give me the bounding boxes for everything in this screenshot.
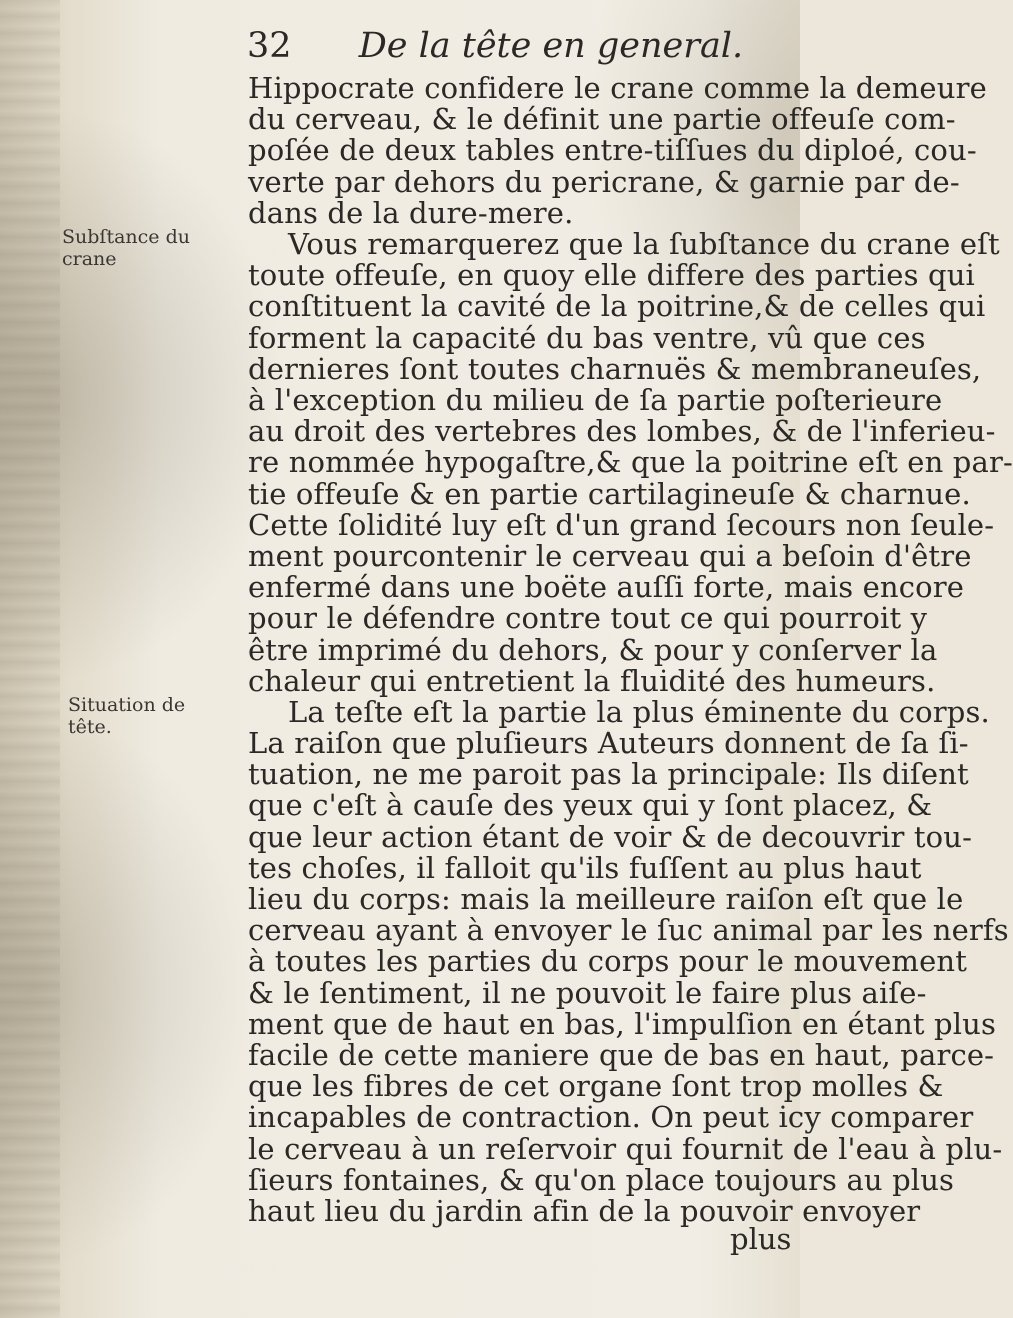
text-line: le cerveau à un reſervoir qui fournit de l'eau à plu- (248, 1132, 1003, 1166)
text-line: pour le défendre contre tout ce qui pourroit y (248, 601, 928, 635)
text-line: tuation, ne me paroit pas la principale: Ils diſent (248, 757, 969, 791)
running-header (247, 26, 743, 66)
text-line: toute offeuſe, en quoy elle differe des parties qui (248, 258, 975, 292)
text-line: ment que de haut en bas, l'impulſion en étant plus (248, 1007, 997, 1041)
page-number: 32 (247, 26, 292, 66)
text-line: forment la capacité du bas ventre, vû que ces (248, 321, 926, 355)
text-line: facile de cette maniere que de bas en haut, parce- (248, 1038, 995, 1072)
text-line: incapables de contraction. On peut icy comparer (248, 1100, 974, 1134)
margin-note-line: crane (62, 248, 117, 270)
margin-note-line: tête. (68, 716, 112, 738)
text-line: que c'eſt à cauſe des yeux qui y ſont placez, & (248, 788, 933, 822)
text-line: poſée de deux tables entre-tiſſues du diploé, cou- (248, 133, 977, 167)
margin-note-line: Situation de (68, 694, 186, 716)
text-line: cerveau ayant à envoyer le ſuc animal par les nerfs (248, 913, 1009, 947)
text-line: que leur action étant de voir & de decouvrir tou- (248, 820, 973, 854)
text-line: La teſte eſt la partie la plus éminente du corps. (288, 695, 990, 729)
margin-note-substance (62, 226, 190, 270)
text-line: chaleur qui entretient la fluidité des humeurs. (248, 664, 936, 698)
text-line: du cerveau, & le définit une partie offeuſe com- (248, 102, 956, 136)
text-line: tes choſes, il falloit qu'ils fuſſent au plus haut (248, 851, 922, 885)
text-line: La raiſon que pluſieurs Auteurs donnent de ſa ſi- (248, 726, 969, 760)
text-line: enfermé dans une boëte auſſi forte, mais encore (248, 570, 965, 604)
margin-note-line: Subſtance du (62, 226, 190, 248)
text-line: que les fibres de cet organe ſont trop molles & (248, 1069, 944, 1103)
running-title: De la tête en general. (358, 26, 744, 66)
text-line: tie offeuſe & en partie cartilagineuſe & charnue. (248, 477, 971, 511)
text-line: dans de la dure-mere. (248, 196, 574, 230)
text-line: à l'exception du milieu de ſa partie poſterieure (248, 383, 943, 417)
text-line: verte par dehors du pericrane, & garnie par de- (248, 165, 960, 199)
text-line: être imprimé du dehors, & pour y conſerver la (248, 633, 938, 667)
margin-note-situation (68, 694, 185, 738)
text-line: Hippocrate confidere le crane comme la demeure (248, 71, 987, 105)
text-line: Cette ſolidité luy eſt d'un grand ſecours non ſeule- (248, 508, 995, 542)
text-line: Vous remarquerez que la ſubſtance du crane eſt (288, 227, 1000, 261)
text-line: re nommée hypogaſtre,& que la poitrine eſt en par- (248, 445, 1013, 479)
text-line: conſtituent la cavité de la poitrine,& de celles qui (248, 289, 986, 323)
catchword: plus (730, 1222, 792, 1256)
text-line: ment pourcontenir le cerveau qui a beſoin d'être (248, 539, 972, 573)
text-line: dernieres ſont toutes charnuës & membraneuſes, (248, 352, 982, 386)
page-edge-shadow (0, 0, 60, 1318)
text-line: haut lieu du jardin afin de la pouvoir envoyer (248, 1194, 921, 1228)
text-line: lieu du corps: mais la meilleure raiſon eſt que le (248, 882, 964, 916)
text-line: & le ſentiment, il ne pouvoit le faire plus aiſe- (248, 976, 927, 1010)
text-line: au droit des vertebres des lombes, & de l'inferieu- (248, 414, 996, 448)
text-line: à toutes les parties du corps pour le mouvement (248, 944, 968, 978)
text-line: ſieurs fontaines, & qu'on place toujours au plus (248, 1163, 955, 1197)
